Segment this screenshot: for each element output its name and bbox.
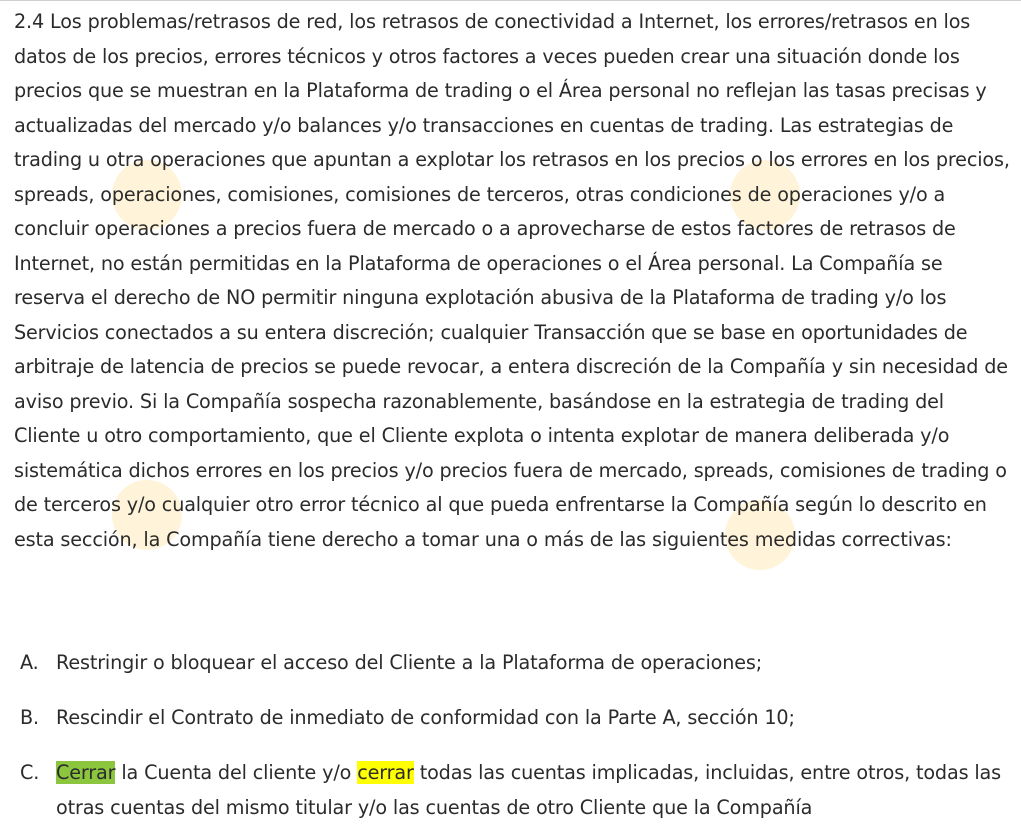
top-divider	[0, 0, 1021, 1]
list-item-text-segment: la Cuenta del cliente y/o	[115, 761, 358, 784]
list-marker: B.	[20, 706, 39, 729]
list-item-text: Restringir o bloquear el acceso del Cliente a la Plataforma de operaciones;	[56, 651, 763, 674]
clause-2-4-paragraph: 2.4 Los problemas/retrasos de red, los retrasos de conectividad a Internet, los errores/retrasos en los datos de los precios, errores técnicos y otros factores a veces pueden crear una situación donde los precios que se muestran en la Plataforma de trading o el Área personal no reflejan las tasas precisas y actualizadas del mercado y/o balances y/o transacciones en cuentas de trading. Las estrategias de trading u otra operaciones que apuntan a explotar los retrasos en los precios o los errores en los precios, spreads, operaciones, comisiones, comisiones de terceros, otras condiciones de operaciones y/o a concluir operaciones a precios fuera de mercado o a aprovecharse de estos factores de retrasos de Internet, no están permitidas en la Plataforma de operaciones o el Área personal. La Compañía se reserva el derecho de NO permitir ninguna explotación abusiva de la Plataforma de trading y/o los Servicios conectados a su entera discreción; cualquier Transacción que se base en oportunidades de arbitraje de latencia de precios se puede revocar, a entera discreción de la Compañía y sin necesidad de aviso previo. Si la Compañía sospecha razonablemente, basándose en la estrategia de trading del Cliente u otro comportamiento, que el Cliente explota o intenta explotar de manera deliberada y/o sistemática dichos errores en los precios y/o precios fuera de mercado, spreads, comisiones de trading o de terceros y/o cualquier otro error técnico al que pueda enfrentarse la Compañía según lo descrito en esta sección, la Compañía tiene derecho a tomar una o más de las siguientes medidas correctivas:	[14, 10, 1010, 551]
list-item	[14, 756, 1010, 825]
list-item-text	[56, 756, 1010, 825]
document-body	[14, 5, 1010, 557]
list-marker: C.	[20, 761, 40, 784]
list-item-text: Rescindir el Contrato de inmediato de conformidad con la Parte A, sección 10;	[56, 706, 795, 729]
highlighted-term: Cerrar	[56, 761, 116, 784]
list-marker: A.	[20, 651, 39, 674]
list-item	[14, 646, 1010, 681]
list-item-text-segment: todas las cuentas implicadas, incluidas, entre otros, todas las otras cuentas del mismo titular y/o las cuentas de otro Cliente que la Compañía	[56, 761, 1002, 819]
highlighted-term: cerrar	[357, 761, 414, 784]
list-item	[14, 701, 1010, 736]
